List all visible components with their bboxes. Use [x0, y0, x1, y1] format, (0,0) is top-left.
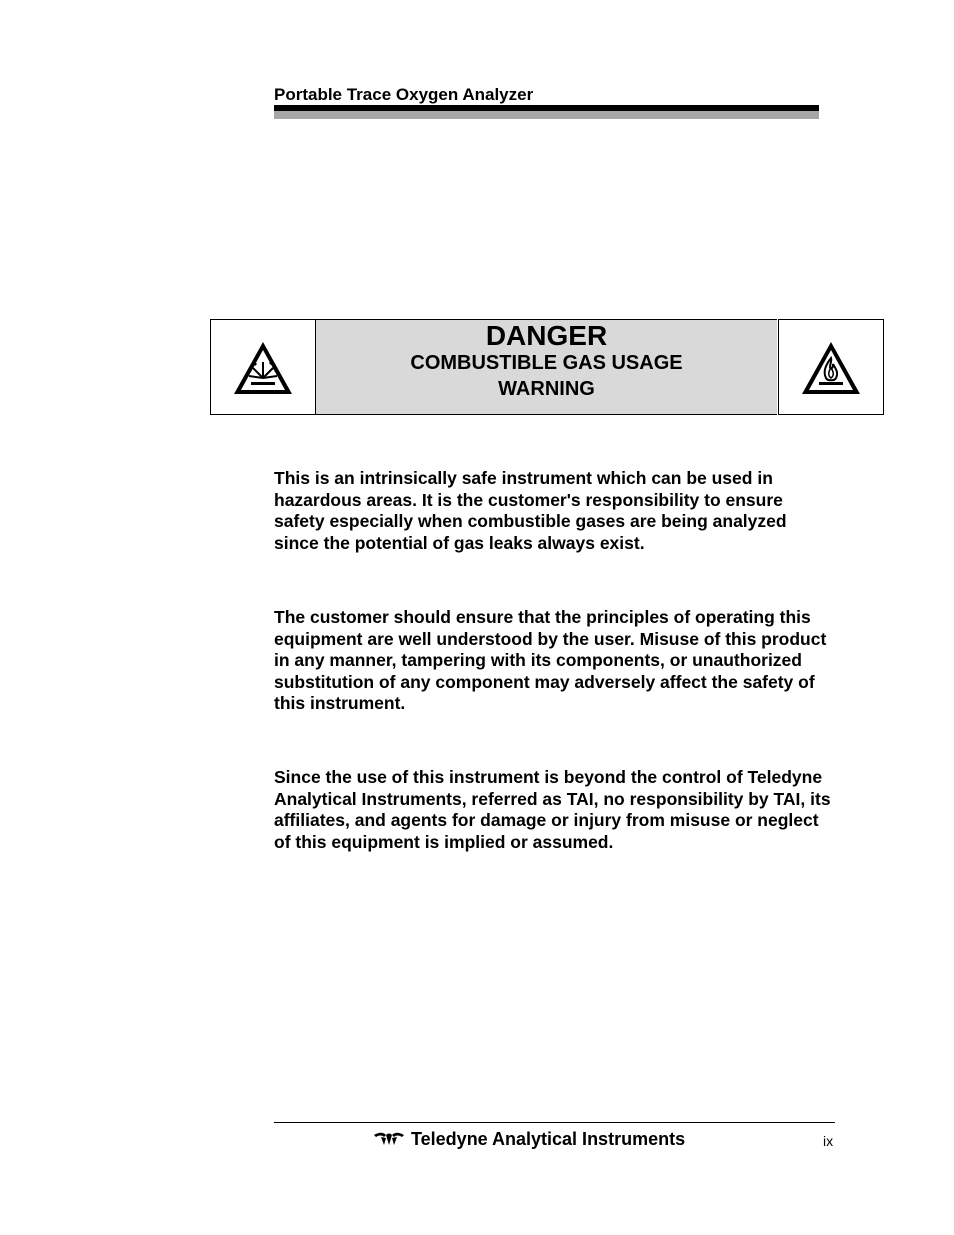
- danger-subtitle-line2: WARNING: [498, 378, 595, 400]
- header-rule-shadow: [274, 111, 819, 119]
- danger-subtitle-line1: COMBUSTIBLE GAS USAGE: [410, 352, 683, 374]
- paragraph-1: This is an intrinsically safe instrument which can be used in hazardous areas. It is the customer's responsibility to ensure safety especially when combustible gases are being analyzed since the potential of gas leaks always exist.: [274, 468, 787, 553]
- danger-title: DANGER: [485, 320, 608, 351]
- left-icon-cell: [210, 319, 316, 415]
- danger-warning-box: [210, 319, 883, 415]
- explosion-warning-icon: [231, 338, 295, 398]
- paragraph-3: Since the use of this instrument is beyond the control of Teledyne Analytical Instruments, referred as TAI, no responsibility by TAI, its affiliates, and agents for damage or injury from misuse or neglect of this equipment is implied or assumed.: [274, 767, 831, 852]
- footer-rule: [274, 1122, 835, 1123]
- right-icon-cell: [778, 319, 884, 415]
- danger-text-panel: [316, 319, 777, 415]
- page-number: ix: [823, 1133, 834, 1149]
- teledyne-logo-icon: [373, 1131, 405, 1147]
- footer-company-name: Teledyne Analytical Instruments: [411, 1129, 686, 1149]
- page-header-title: Portable Trace Oxygen Analyzer: [274, 85, 534, 104]
- flammable-warning-icon: [799, 338, 863, 398]
- paragraph-2: The customer should ensure that the principles of operating this equipment are well understood by the user. Misuse of this product in any manner, tampering with its components, or unauthorized substitution of any component may adversely affect the safety of this instrument.: [274, 607, 827, 714]
